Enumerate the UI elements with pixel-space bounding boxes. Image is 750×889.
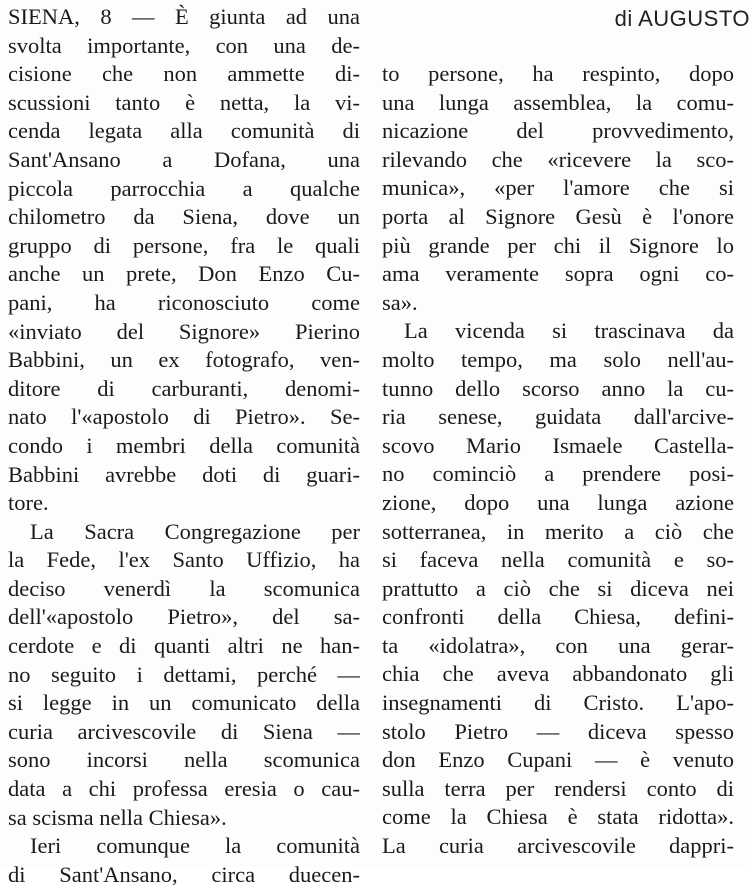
article-line: ria senese, guidata dall'arcive-: [382, 404, 734, 430]
article-line: cerdote e di quanti altri ne han-: [8, 633, 360, 659]
article-line: la Fede, l'ex Santo Uffizio, ha: [8, 547, 360, 573]
article-line: ditore di carburanti, denomi-: [8, 375, 360, 401]
article-line: tore.: [8, 490, 49, 516]
article-line: porta al Signore Gesù è l'onore: [382, 203, 734, 229]
article-line: una lunga assemblea, la comu-: [382, 89, 734, 115]
article-line: deciso venerdì la scomunica: [8, 575, 360, 601]
article-line: più grande per chi il Signore lo: [382, 232, 734, 258]
article-line: chia che aveva abbandonato gli: [382, 661, 734, 687]
article-line: «inviato del Signore» Pierino: [8, 318, 360, 344]
article-line: sa scisma nella Chiesa».: [8, 804, 227, 830]
article-line: stolo Pietro — diceva spesso: [382, 718, 734, 744]
article-line: si faceva nella comunità e so-: [382, 547, 734, 573]
article-line: condo i membri della comunità: [8, 432, 360, 458]
article-line: scussioni tanto è netta, la vi-: [8, 89, 360, 115]
article-line: ama veramente sopra ogni co-: [382, 261, 734, 287]
article-line: data a chi professa eresia o cau-: [8, 776, 360, 802]
article-line: nicazione del provvedimento,: [382, 118, 734, 144]
article-line: munica», «per l'amore che si: [382, 175, 734, 201]
article-line: don Enzo Cupani — è venuto: [382, 747, 734, 773]
article-line: Babbini, un ex fotografo, ven-: [8, 347, 360, 373]
article-line: gruppo di persone, fra le quali: [8, 232, 360, 258]
article-line: Sant'Ansano a Dofana, una: [8, 146, 360, 172]
article-line: cenda legata alla comunità di: [8, 118, 360, 144]
article-line: sulla terra per rendersi conto di: [382, 775, 734, 801]
article-line: si legge in un comunicato della: [8, 690, 360, 716]
article-line: nato l'«apostolo di Pietro». Se-: [8, 404, 360, 430]
article-line: ta «idolatra», con una gerar-: [382, 632, 734, 658]
article-line: tunno dello scorso anno la cu-: [382, 375, 734, 401]
article-line: pani, ha riconosciuto come: [8, 289, 360, 315]
article-line: cisione che non ammette di-: [8, 61, 360, 87]
article-line: confronti della Chiesa, defini-: [382, 604, 734, 630]
article-line: rilevando che «ricevere la sco-: [382, 146, 734, 172]
article-line: come la Chiesa è stata ridotta».: [382, 804, 734, 830]
article-column-left: [8, 3, 360, 889]
article-column-right: [382, 60, 734, 861]
article-line: zione, dopo una lunga azione: [382, 489, 734, 515]
article-line: molto tempo, ma solo nell'au-: [382, 346, 734, 372]
article-line: Babbini avrebbe doti di guari-: [8, 461, 360, 487]
article-line: piccola parrocchia a qualche: [8, 175, 360, 201]
article-line: dell'«apostolo Pietro», del sa-: [8, 604, 360, 630]
article-line: no cominciò a prendere posi-: [382, 461, 734, 487]
article-line: La curia arcivescovile dappri-: [382, 833, 734, 859]
article-line: di Sant'Ansano, circa duecen-: [8, 861, 360, 887]
article-line: chilometro da Siena, dove un: [8, 204, 360, 230]
article-line: no seguito i dettami, perché —: [8, 661, 360, 687]
byline: di AUGUSTO: [614, 6, 750, 31]
article-line: curia arcivescovile di Siena —: [8, 718, 360, 744]
article-line: scovo Mario Ismaele Castella-: [382, 432, 734, 458]
article-line: sotterranea, in merito a ciò che: [382, 518, 734, 544]
article-line: to persone, ha respinto, dopo: [382, 61, 734, 86]
article-line: La Sacra Congregazione per: [30, 518, 360, 544]
article-line: svolta importante, con una de-: [8, 32, 360, 58]
article-line: prattutto a ciò che si diceva nei: [382, 575, 734, 601]
article-line: SIENA, 8 — È giunta ad una: [8, 4, 360, 29]
article-line: La vicenda si trascinava da: [404, 318, 734, 344]
article-line: insegnamenti di Cristo. L'apo-: [382, 690, 734, 716]
article-line: sono incorsi nella scomunica: [8, 747, 360, 773]
article-line: Ieri comunque la comunità: [30, 833, 360, 859]
article-line: sa».: [382, 289, 418, 315]
article-line: anche un prete, Don Enzo Cu-: [8, 261, 360, 287]
